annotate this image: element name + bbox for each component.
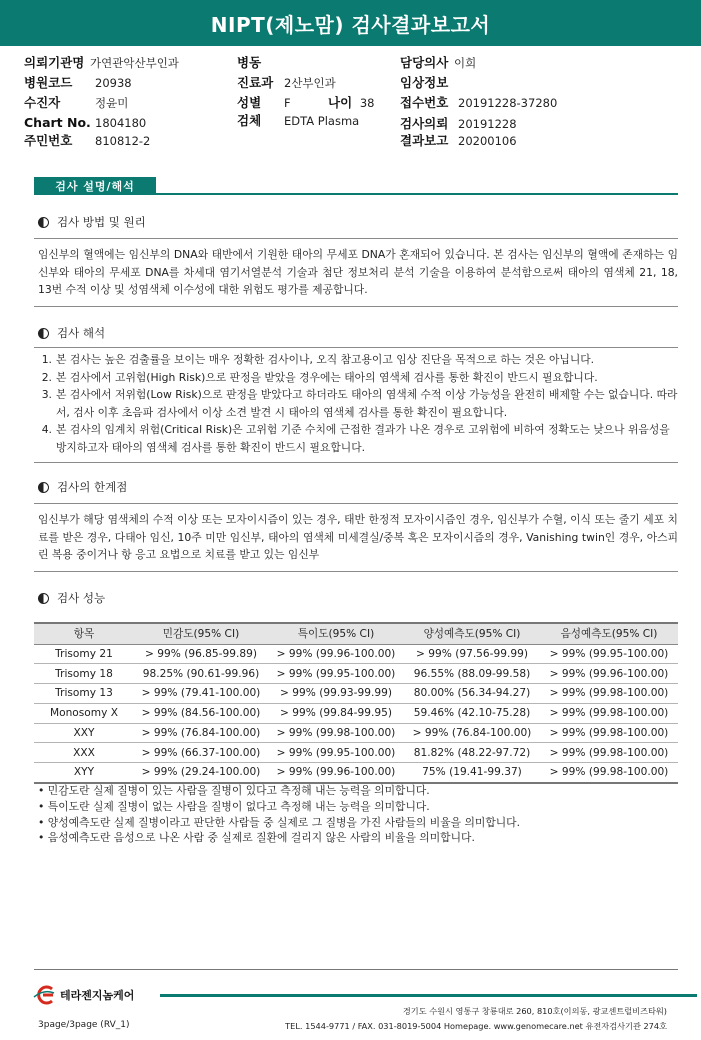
info-label: 결과보고 xyxy=(400,133,449,148)
divider xyxy=(34,306,678,307)
info-age xyxy=(328,96,374,110)
table-row xyxy=(34,763,678,783)
table-cell: > 99% (99.93-99.99) xyxy=(268,684,404,704)
info-label: 의뢰기관명 xyxy=(24,55,85,70)
heading-text: 검사 성능 xyxy=(57,591,106,605)
report-title: NIPT(제노맘) 검사결과보고서 xyxy=(0,0,701,46)
info-value: 810812-2 xyxy=(95,134,151,148)
info-resident-no xyxy=(24,133,151,148)
item-text: 본 검사의 임계치 위험(Critical Risk)은 고위험 기준 수치에 근접한 결과가 나온 경우로 고위험에 비하여 정확도는 낮으나 위음성을 방지하고자 태아의 염색체 검사를 통한 확진이 반드시 필요합니다. xyxy=(56,423,670,454)
info-label: 주민번호 xyxy=(24,133,73,148)
column-header: 양성예측도(95% CI) xyxy=(404,623,540,644)
footer-contact: TEL. 1544-9771 / FAX. 031-8019-5004 Homepage. www.genomecare.net 유전자검사기관 274호 xyxy=(285,1021,667,1031)
column-header: 특이도(95% CI) xyxy=(268,623,404,644)
item-text: 본 검사에서 고위험(High Risk)으로 판정을 받았을 경우에는 태아의 염색체 검사를 통한 확진이 반드시 필요합니다. xyxy=(56,370,598,384)
info-value: EDTA Plasma xyxy=(284,114,360,128)
method-heading xyxy=(38,214,146,230)
half-circle-icon xyxy=(38,482,49,493)
info-label: Chart No. xyxy=(24,115,91,130)
info-department xyxy=(237,75,336,90)
half-circle-icon xyxy=(38,328,49,339)
info-receipt-no xyxy=(400,95,558,110)
heading-text: 검사 해석 xyxy=(57,326,106,340)
table-cell: Trisomy 13 xyxy=(34,684,134,704)
heading-text: 검사의 한계점 xyxy=(57,480,128,494)
table-cell: XXX xyxy=(34,743,134,763)
table-header-row xyxy=(34,623,678,644)
info-doctor xyxy=(400,56,476,70)
footer-address-block xyxy=(285,1004,667,1034)
divider xyxy=(34,571,678,572)
info-value: 1804180 xyxy=(95,116,147,130)
list-item xyxy=(38,351,678,369)
table-cell: > 99% (99.98-100.00) xyxy=(540,743,678,763)
table-cell: > 99% (76.84-100.00) xyxy=(134,723,268,743)
table-cell: > 99% (99.95-100.00) xyxy=(540,644,678,664)
table-cell: > 99% (99.98-100.00) xyxy=(268,723,404,743)
column-header: 항목 xyxy=(34,623,134,644)
table-cell: > 99% (99.98-100.00) xyxy=(540,763,678,783)
info-value: 이희 xyxy=(453,56,477,70)
interpretation-list xyxy=(38,351,678,456)
table-cell: > 99% (99.96-100.00) xyxy=(268,644,404,664)
limitations-heading xyxy=(38,479,127,495)
info-value: 20191228-37280 xyxy=(458,96,558,110)
info-value: 38 xyxy=(359,96,375,110)
info-label: 수진자 xyxy=(24,95,61,110)
table-row xyxy=(34,723,678,743)
table-row xyxy=(34,703,678,723)
table-cell: > 99% (84.56-100.00) xyxy=(134,703,268,723)
note: • 음성예측도란 음성으로 나온 사람 중 실제로 질환에 걸리지 않은 사람의 비율을 의미합니다. xyxy=(38,831,475,845)
table-cell: 75% (19.41-99.37) xyxy=(404,763,540,783)
info-chart-no xyxy=(24,115,147,130)
column-header: 민감도(95% CI) xyxy=(134,623,268,644)
info-request-date xyxy=(400,116,517,131)
info-label: 성별 xyxy=(237,95,262,110)
table-cell: > 99% (99.98-100.00) xyxy=(540,684,678,704)
item-number: 3. xyxy=(41,388,52,401)
table-row xyxy=(34,743,678,763)
table-row xyxy=(34,664,678,684)
note: • 양성예측도란 실제 질병이라고 판단한 사람들 중 실제로 그 질병을 가진 사람들의 비율을 의미합니다. xyxy=(38,815,521,829)
company-logo xyxy=(32,985,134,1005)
section-divider xyxy=(34,193,678,195)
item-text: 본 검사는 높은 검출률을 보이는 매우 정확한 검사이나, 오직 참고용이고 임상 진단을 목적으로 하는 것은 아닙니다. xyxy=(56,353,595,366)
info-label: 나이 xyxy=(328,95,353,110)
info-clinical xyxy=(400,76,448,90)
table-cell: > 99% (99.96-100.00) xyxy=(268,763,404,783)
info-ward xyxy=(237,56,261,70)
performance-heading xyxy=(38,590,105,606)
info-value: 20200106 xyxy=(458,134,517,148)
list-item xyxy=(38,369,678,387)
info-institution xyxy=(24,56,179,70)
info-report-date xyxy=(400,133,517,148)
note: • 특이도란 실제 질병이 없는 사람을 질병이 없다고 측정해 내는 능력을 의미합니다. xyxy=(38,799,430,813)
info-hospital-code xyxy=(24,75,132,90)
info-patient xyxy=(24,95,129,110)
heading-text: 검사 방법 및 원리 xyxy=(57,215,146,229)
table-row xyxy=(34,644,678,664)
table-cell: > 99% (99.84-99.95) xyxy=(268,703,404,723)
half-circle-icon xyxy=(38,593,49,604)
table-cell: > 99% (79.41-100.00) xyxy=(134,684,268,704)
table-cell: 59.46% (42.10-75.28) xyxy=(404,703,540,723)
info-value: 20191228 xyxy=(458,117,517,131)
table-cell: > 99% (96.85-99.89) xyxy=(134,644,268,664)
limitations-text: 임신부가 해당 염색체의 수적 이상 또는 모자이시즘이 있는 경우, 태반 한정적 모자이시즘인 경우, 임신부가 수혈, 이식 또는 줄기 세포 치료를 받은 경우, 다태아 임신, 10주 미만 임신부, 태아의 염색체 미세결실/중복 혹은 모자이시즘의 경우, Vanishing twin인 경우, 아스피린 복용 중이거나 항 응고 요법으로 치료를 받고 있는 임신부 xyxy=(38,513,678,561)
logo-icon xyxy=(32,985,56,1005)
method-text: 임신부의 혈액에는 임신부의 DNA와 태반에서 기원한 태아의 무세포 DNA가 혼재되어 있습니다. 본 검사는 임신부의 혈액에 존재하는 임신부와 태아의 무세포 DNA를 차세대 염기서열분석 기술과 첨단 정보처리 분석 기술을 이용하여 분석함으로써 태아의 염색체 21, 18, 13번 수적 이상 및 성염색체 이수성에 대한 위험도 평가를 제공합니다. xyxy=(38,248,678,296)
info-specimen xyxy=(237,113,360,128)
info-sex xyxy=(237,95,291,110)
page-number: 3page/3page (RV_1) xyxy=(38,1020,130,1030)
table-cell: Monosomy X xyxy=(34,703,134,723)
info-value: 정윤미 xyxy=(95,96,129,110)
column-header: 음성예측도(95% CI) xyxy=(540,623,678,644)
info-label: 접수번호 xyxy=(400,95,449,110)
table-cell: > 99% (76.84-100.00) xyxy=(404,723,540,743)
table-cell: XXY xyxy=(34,723,134,743)
footer-address: 경기도 수원시 영통구 창룡대로 260, 810호(이의동, 광교센트럴비즈타워) xyxy=(402,1006,667,1016)
info-label: 병동 xyxy=(237,55,262,70)
table-cell: 80.00% (56.34-94.27) xyxy=(404,684,540,704)
info-value: F xyxy=(284,96,291,110)
list-item xyxy=(38,421,678,456)
table-cell: > 99% (29.24-100.00) xyxy=(134,763,268,783)
divider xyxy=(34,347,678,348)
note: • 민감도란 실제 질병이 있는 사람을 질병이 있다고 측정해 내는 능력을 의미합니다. xyxy=(38,784,430,797)
item-number: 4. xyxy=(41,423,52,436)
footer-divider xyxy=(34,969,678,970)
info-value: 20938 xyxy=(95,76,132,90)
table-cell: 98.25% (90.61-99.96) xyxy=(134,664,268,684)
info-label: 병원코드 xyxy=(24,75,73,90)
info-value: 2산부인과 xyxy=(284,76,336,90)
info-label: 검사의뢰 xyxy=(400,116,449,131)
table-cell: > 99% (99.98-100.00) xyxy=(540,703,678,723)
info-label: 검체 xyxy=(237,113,262,128)
table-cell: > 99% (99.95-100.00) xyxy=(268,743,404,763)
logo-text: 테라젠지놈케어 xyxy=(60,989,135,1002)
table-cell: > 99% (99.96-100.00) xyxy=(540,664,678,684)
table-cell: 81.82% (48.22-97.72) xyxy=(404,743,540,763)
item-number: 2. xyxy=(41,370,52,384)
interpretation-heading xyxy=(38,325,105,341)
half-circle-icon xyxy=(38,217,49,228)
performance-table xyxy=(34,622,678,784)
info-value: 가연관악산부인과 xyxy=(90,56,179,70)
table-cell: > 99% (99.95-100.00) xyxy=(268,664,404,684)
table-row xyxy=(34,684,678,704)
item-text: 본 검사에서 저위험(Low Risk)으로 판정을 받았다고 하더라도 태아의 염색체 수적 이상 가능성을 완전히 배제할 수는 없습니다. 따라서, 검사 이후 초음파 검사에서 이상 소견 발견 시 태아의 염색체 검사를 통한 확진이 필요합니다. xyxy=(56,388,678,419)
item-number: 1. xyxy=(41,353,52,366)
footer-accent-line xyxy=(160,994,697,997)
table-cell: Trisomy 18 xyxy=(34,664,134,684)
table-cell: Trisomy 21 xyxy=(34,644,134,664)
info-label: 담당의사 xyxy=(400,55,449,70)
divider xyxy=(34,238,678,239)
table-cell: > 99% (99.98-100.00) xyxy=(540,723,678,743)
table-cell: > 99% (66.37-100.00) xyxy=(134,743,268,763)
section-tab: 검사 설명/해석 xyxy=(34,177,156,194)
divider xyxy=(34,462,678,463)
divider xyxy=(34,503,678,504)
table-cell: > 99% (97.56-99.99) xyxy=(404,644,540,664)
table-cell: XYY xyxy=(34,763,134,783)
info-label: 임상정보 xyxy=(400,75,449,90)
info-label: 진료과 xyxy=(237,75,274,90)
list-item xyxy=(38,386,678,421)
patient-info xyxy=(0,50,701,160)
performance-notes xyxy=(38,783,520,846)
table-cell: 96.55% (88.09-99.58) xyxy=(404,664,540,684)
